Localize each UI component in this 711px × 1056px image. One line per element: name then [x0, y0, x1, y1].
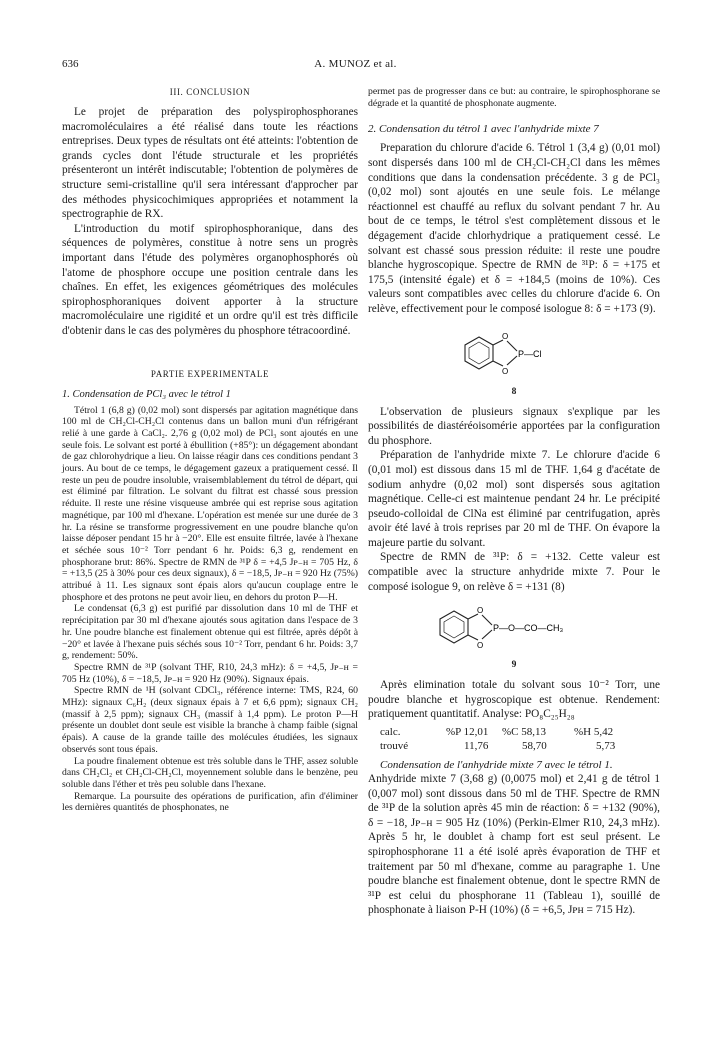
section-1-paragraph-5: La poudre finalement obtenue est très soluble dans le THF, assez soluble dans CH₂Cl₂ et CH₂Cl-CH₂Cl, moyennement soluble dans le benzène, peu soluble dans l'éther et très peu soluble dans l'hexane.	[62, 755, 358, 790]
section-1-paragraph-1: Tétrol 1 (6,8 g) (0,02 mol) sont dispersés par agitation magnétique dans 100 ml de CH₂Cl-CH₂Cl contenus dans un ballon muni d'un réfrigérant relié à une garde à CaCl₂. 2,76 g (0,02 mol) de PCl₃ sont ajoutés en une seule fois. Le solvant est porté à ébullition (+85°): un dégagement abondant de gaz chlorohydrique a lieu. On laisse réagir dans ces conditions pendant 3 jours. Au bout de ce temps, le dégagement gazeux a pratiquement cessé. Il reste un peu de poudre insoluble, vraisemblablement du tétrol de départ, qui est éliminé par filtration. Le solvant du filtrat est chassé sous pression réduite. Il reste une résine visqueuse ambrée qui est reprise sous agitation magnétique, par 100 ml d'hexane. L'opération est menée sur une durée de 3 hr. La résine se transforme progressivement en une poudre blanche qu'on laisse déposer pendant 15 hr à −20°. Elle est ensuite filtrée, lavée à l'hexane et séchée sous 10⁻² Torr pendant 6 hr. Poids: 6,3 g, rendement en phosphorane brut: 86%. Spectre de RMN de ³¹P δ = +4,5 Jᴘ₋ʜ = 705 Hz, δ = +13,5 (25 à 30% pour ces deux signaux), δ = −18,5, Jᴘ₋ʜ = 920 Hz (75%) attribué à 11. Les signaux sont épais alors qu'aucun couplage entre le phosphore et des protons ne peut avoir lieu, en dehors du proton P—H.	[62, 404, 358, 603]
found-c: 58,70	[522, 740, 547, 753]
calc-h: %H 5,42	[574, 726, 614, 739]
section-3-heading: Condensation de l'anhydride mixte 7 avec le tétrol 1.	[380, 759, 613, 772]
analysis-found-row	[368, 739, 660, 753]
experimental-heading: PARTIE EXPERIMENTALE	[150, 368, 270, 379]
found-label: trouvé	[380, 740, 409, 753]
oxygen-top: O	[502, 331, 509, 341]
conclusion-heading: III. CONCLUSION	[169, 87, 251, 97]
compound-8-number: 8	[511, 386, 517, 397]
section-1-paragraph-4: Spectre RMN de ¹H (solvant CDCl₃, référence interne: TMS, R24, 60 MHz): signaux C₆H₂ (deux signaux épais à 7 et 6,6 ppm); signaux CH₂ (massif à 2,5 ppm); signaux CH₃ (massif à 1,4 ppm). Le proton P—H présente un doublet dont seule est visible la branche à champ faible (signal épais). A cause de la grande taille des molécules étudiées, les signaux observés sont tous épais.	[62, 685, 358, 755]
oxygen-bottom: O	[477, 641, 484, 651]
structure-9	[414, 602, 614, 660]
section-1-paragraph-2: Le condensat (6,3 g) est purifié par dissolution dans 10 ml de THF et reprécipitation par 30 ml d'hexane ajoutés sous agitation dans l'espace de 3 hr. Une poudre blanche est finalement obtenue qui est filtrée, après dépôt à −20° et lavée à l'hexane puis séchés sous 10⁻² Torr, pendant 6 hr. Poids: 3,7 g, rendement: 50%.	[62, 603, 358, 662]
section-2-heading: 2. Condensation du tétrol 1 avec l'anhydride mixte 7	[368, 123, 599, 136]
section-1-paragraph-3: Spectre RMN de ³¹P (solvant THF, R10, 24,3 mHz): δ = +4,5, Jᴘ₋ʜ = 705 Hz (10%), δ = −18,5, Jᴘ₋ʜ = 920 Hz (90%). Signaux épais.	[62, 661, 358, 685]
structure-8-drawing	[439, 327, 589, 387]
section-3-paragraph-1: Anhydride mixte 7 (3,68 g) (0,0075 mol) et 2,41 g de tétrol 1 (0,007 mol) sont dissous dans 50 ml de THF. Spectre de RMN de ³¹P de la solution après 45 min de réaction: δ = +132 (90%), δ = −18, Jᴘ₋ʜ = 905 Hz (10%) (Perkin-Elmer R10, 24,3 mHz). Après 5 hr, le doublet à champ fort est seul présent. Le spirophosphorane 11 a été isolé après évaporation de THF et traitement par 50 ml d'hexane, comme au paragraphe 1. Une poudre blanche est finalement obtenue, dont le spectre RMN de ³¹P est celui du phosphorane 11 (Tableau 1), souillé de phosphonate à liaison P-H (10%) (δ = +6,5, Jᴘʜ = 715 Hz).	[368, 773, 660, 917]
right-column	[368, 78, 660, 918]
calc-c: %C 58,13	[502, 726, 546, 739]
compound-9-number: 9	[511, 660, 517, 671]
calc-p: %P 12,01	[446, 726, 489, 739]
section-2-paragraph-4: Spectre de RMN de ³¹P: δ = +132. Cette valeur est compatible avec la structure anhydride mixte 7. Pour le composé isologue 9, on relève δ = +131 (8)	[368, 551, 660, 593]
section-2-paragraph-2: L'observation de plusieurs signaux s'explique par les possibilités de diastéréoisomérie apportées par la configuration du phosphore.	[368, 405, 660, 447]
oxygen-bottom: O	[502, 366, 509, 376]
left-column	[62, 78, 358, 814]
running-header-author: A. MUNOZ et al.	[314, 58, 397, 70]
structure-8	[439, 327, 589, 387]
found-p: 11,76	[464, 740, 489, 753]
conclusion-paragraph-2: L'introduction du motif spirophosphoranique, dans des séquences de polymères, constitue à notre sens un progrès important dans l'étude des polymères organophosphorés où l'atome de phosphore occupe une position centrale dans les chaînes. En effet, les exigences géométriques des molécules spirophosphoraniques doivent apporter à la structure macromoléculaire une rigidité et un ordre qu'il est très difficile d'obtenir dans le cas des polymères du phosphore tétracoordiné.	[62, 222, 358, 337]
section-1-heading: 1. Condensation de PCl₃ avec le tétrol 1	[62, 388, 231, 400]
p-o-co-ch3-label: P—O—CO—CH₃	[493, 623, 564, 634]
section-1-remark: Remarque. La poursuite des opérations de purification, afin d'éliminer les dernières quantités de phosphonates, ne	[62, 790, 358, 814]
found-h: 5,73	[596, 740, 616, 753]
oxygen-top: O	[477, 606, 484, 616]
structure-9-drawing	[414, 602, 614, 660]
page-number: 636	[62, 58, 79, 70]
continued-paragraph: permet pas de progresser dans ce but: au contraire, le spirophosphorane se dégrade et la quantité de phosphonate augmente.	[368, 86, 660, 109]
section-2-paragraph-5: Après elimination totale du solvant sous 10⁻² Torr, une poudre blanche et hygroscopique est obtenue. Rendement: pratiquement quantitatif. Analyse: PO₈C₂₅H₂₈	[368, 679, 660, 721]
section-2-paragraph-1: Preparation du chlorure d'acide 6. Tétrol 1 (3,4 g) (0,01 mol) sont dispersés dans 100 ml de CH₂Cl-CH₂Cl dans les mêmes conditions que dans la condensation précédente. 3 g de PCl₃ (0,02 mol) sont ajoutés en une seule fois. Le mélange réactionnel est chauffé au reflux du solvant pendant 7 hr. Au bout de ce temps, le tétrol s'est complètement dissous et le dégagement d'acide chlorhydrique a pratiquement cessé. Le solvant est chassé sous pression réduite: il reste une poudre blanche hygroscopique. Spectre de RMN de ³¹P: δ = +175 et 175,5 (intensité égale) et δ = +184,5 (moins de 10%). Ces valeurs sont compatibles avec celles du chlorure d'acide 6. On relève, effectivement pour le composé isologue 8: δ = +173 (9).	[368, 142, 660, 315]
conclusion-paragraph-1: Le projet de préparation des polyspirophosphoranes macromoléculaires a été réalisé dans toute les réactions entreprises. Deux types de résultats ont été atteints: l'obtention de grands cycles dont l'étude structurale et les propriétés présenteront un intérêt indiscutable; l'obtention de polymères de structure semi-cristalline qu'il sera intéressant d'approcher par des méthodes physicochimiques appropriées et notamment la spectrographie de RX.	[62, 106, 358, 221]
section-2-paragraph-3: Préparation de l'anhydride mixte 7. Le chlorure d'acide 6 (0,01 mol) est dissous dans 15 ml de THF. 1,64 g d'acétate de sodium anhydre (0,02 mol) sont dispersés sous agitation magnétique. Celle-ci est maintenue pendant 24 hr. Le précipité pseudo-colloidal de ClNa est éliminé par centrifugation, après avoir été lavé à trois reprises par 20 ml de THF. On évapore la majeure partie du solvant.	[368, 449, 660, 549]
p-cl-label: P—Cl	[518, 348, 542, 359]
calc-label: calc.	[380, 726, 401, 739]
elemental-analysis	[368, 725, 660, 753]
analysis-calc-row	[368, 725, 660, 739]
